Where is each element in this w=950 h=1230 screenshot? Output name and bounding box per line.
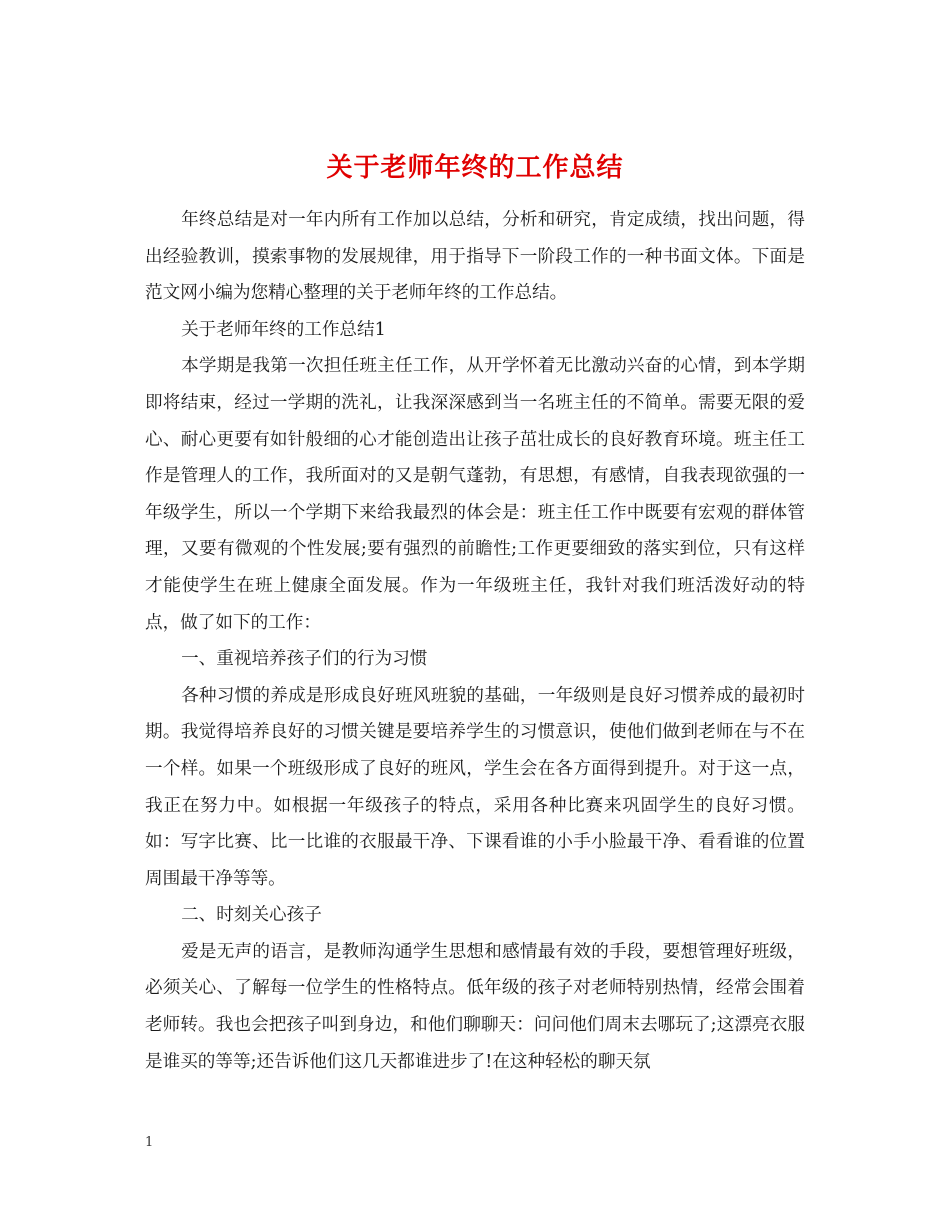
subsection-heading: 二、时刻关心孩子: [181, 905, 322, 926]
subsection-heading: 一、重视培养孩子们的行为习惯: [181, 649, 428, 670]
intro-paragraph: 年终总结是对一年内所有工作加以总结，分析和研究，肯定成绩，找出问题，得出经验教训，摸索事物的发展规律，用于指导下一阶段工作的一种书面文体。下面是范文网小编为您精心整理的关于老师年终的工作总结。: [145, 210, 805, 304]
body-paragraph: 爱是无声的语言，是教师沟通学生思想和感情最有效的手段，要想管理好班级，必须关心、了解每一位学生的性格特点。低年级的孩子对老师特别热情，经常会围着老师转。我也会把孩子叫到身边，和他们聊聊天：问问他们周末去哪玩了;这漂亮衣服是谁买的等等;还告诉他们这几天都谁进步了!在这种轻松的聊天氛: [145, 941, 805, 1072]
section-heading: 关于老师年终的工作总结1: [181, 319, 386, 340]
page-number: 1: [145, 1135, 154, 1150]
body-paragraph: 本学期是我第一次担任班主任工作，从开学怀着无比激动兴奋的心情，到本学期即将结束，经过一学期的洗礼，让我深深感到当一名班主任的不简单。需要无限的爱心、耐心更要有如针般细的心才能创造出让孩子茁壮成长的良好教育环境。班主任工作是管理人的工作，我所面对的又是朝气蓬勃，有思想，有感情，自我表现欲强的一年级学生，所以一个学期下来给我最烈的体会是：班主任工作中既要有宏观的群体管理，又要有微观的个性发展;要有强烈的前瞻性;工作更要细致的落实到位，只有这样才能使学生在班上健康全面发展。作为一年级班主任，我针对我们班活泼好动的特点，做了如下的工作：: [145, 356, 805, 633]
document-title: 关于老师年终的工作总结: [326, 153, 624, 184]
body-paragraph: 各种习惯的养成是形成良好班风班貌的基础，一年级则是良好习惯养成的最初时期。我觉得培养良好的习惯关键是要培养学生的习惯意识，使他们做到老师在与不在一个样。如果一个班级形成了良好的班风，学生会在各方面得到提升。对于这一点，我正在努力中。如根据一年级孩子的特点，采用各种比赛来巩固学生的良好习惯。如：写字比赛、比一比谁的衣服最干净、下课看谁的小手小脸最干净、看看谁的位置周围最干净等等。: [145, 685, 805, 889]
document-body: [145, 202, 805, 1080]
